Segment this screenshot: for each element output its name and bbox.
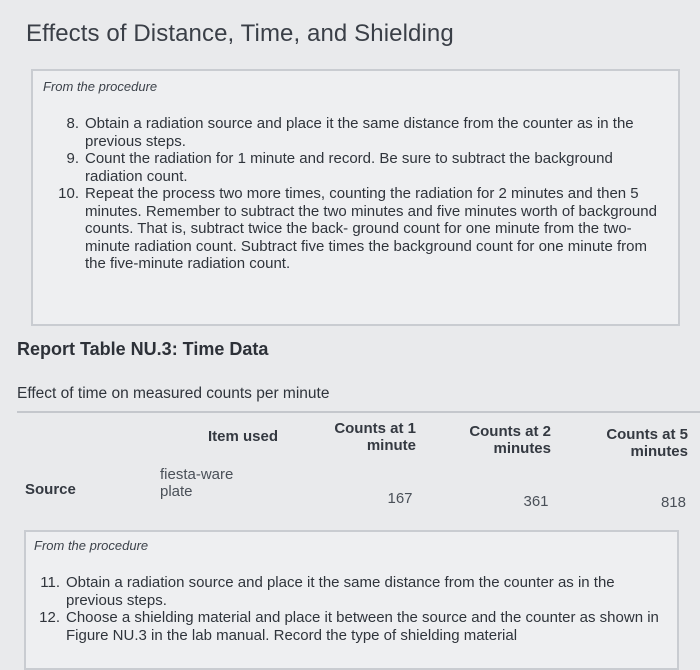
cell-counts-5-minutes: 818 — [660, 494, 686, 511]
procedure-steps-list — [36, 574, 661, 644]
step-text: Count the radiation for 1 minute and record. Be sure to subtract the background radiation count. — [85, 150, 613, 185]
cell-counts-2-minutes: 361 — [523, 493, 549, 510]
procedure-step — [55, 150, 665, 185]
procedure-heading: From the procedure — [34, 538, 149, 553]
row-label-source: Source — [25, 481, 76, 498]
procedure-heading: From the procedure — [43, 79, 158, 94]
step-text: Choose a shielding material and place it between the source and the counter as shown in Figure NU.3 in the lab manual. Record the type of shielding material — [66, 609, 659, 644]
procedure-box-steps-8-10 — [31, 69, 680, 326]
step-text: Obtain a radiation source and place it the same distance from the counter as in the previous steps. — [85, 115, 634, 150]
procedure-step — [36, 574, 661, 609]
header-counts-5-minutes: Counts at 5 minutes — [606, 426, 688, 460]
table-divider — [17, 411, 700, 413]
procedure-step — [55, 115, 665, 150]
report-table-title: Report Table NU.3: Time Data — [17, 339, 269, 359]
header-counts-2-minutes: Counts at 2 minutes — [469, 423, 551, 457]
step-number: 8. — [66, 115, 79, 132]
step-number: 12. — [39, 609, 60, 626]
procedure-step — [55, 185, 665, 273]
header-item-used: Item used — [207, 428, 278, 445]
procedure-step — [36, 609, 661, 644]
step-number: 11. — [40, 574, 60, 591]
step-text: Obtain a radiation source and place it the same distance from the counter as in the previous steps. — [66, 574, 615, 609]
procedure-box-steps-11-12 — [24, 530, 679, 670]
step-text: Repeat the process two more times, counting the radiation for 2 minutes and then 5 minutes. Remember to subtract the two minutes and five minutes worth of background counts. That is, subtract twice the back- ground count for one minute from the two-minute radiation count. Subtract five times the background count for one minute from the five-minute radiation count. — [85, 185, 657, 272]
header-counts-1-minute: Counts at 1 minute — [334, 420, 416, 454]
table-caption: Effect of time on measured counts per minute — [17, 385, 330, 402]
cell-counts-1-minute: 167 — [387, 490, 413, 507]
step-number: 9. — [66, 150, 79, 167]
page-title: Effects of Distance, Time, and Shielding — [26, 20, 454, 47]
procedure-steps-list — [55, 115, 665, 273]
cell-item-used: fiesta-ware plate — [160, 466, 234, 500]
step-number: 10. — [58, 185, 79, 202]
